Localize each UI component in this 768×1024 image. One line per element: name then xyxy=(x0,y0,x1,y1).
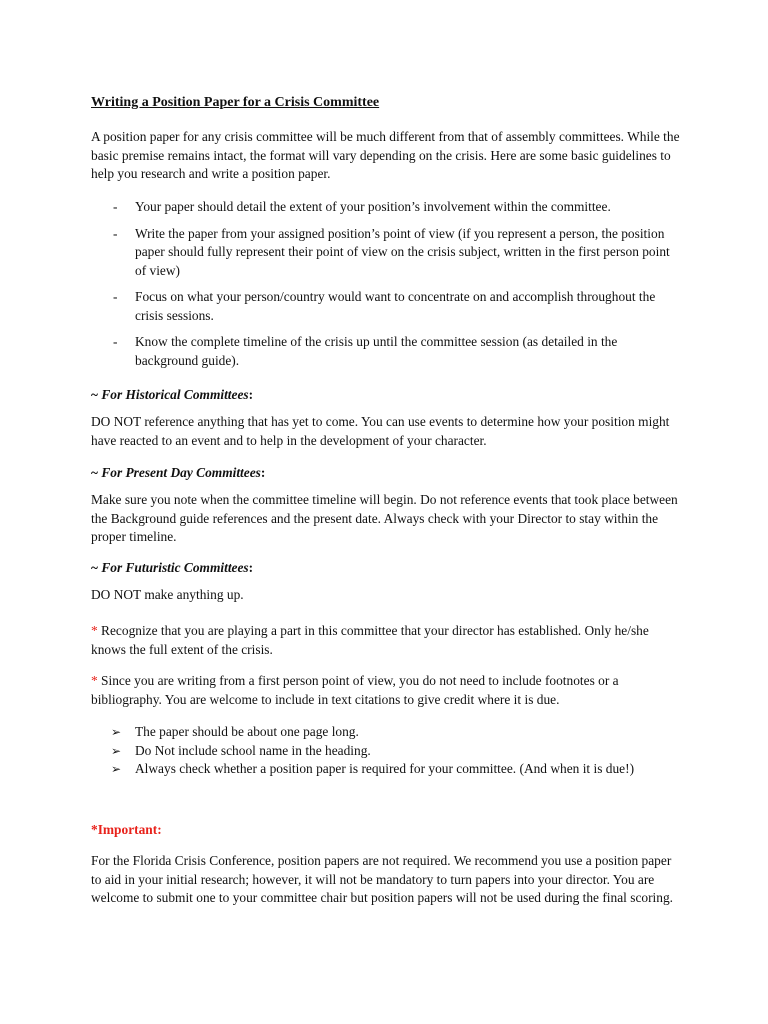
arrow-bullet-icon: ➢ xyxy=(111,743,122,758)
list-item-text: Write the paper from your assigned position’s point of view (if you represent a person, the position paper should fully represent their point of view on the crisis subject, written in the first person point of view) xyxy=(135,225,670,278)
note-text: Since you are writing from a first person point of view, you do not need to include footnotes or a bibliography. You are welcome to include in text citations to give credit where it is due. xyxy=(91,673,619,707)
list-item xyxy=(91,723,681,742)
list-item xyxy=(91,760,681,779)
list-item xyxy=(91,225,681,281)
list-item-text: The paper should be about one page long. xyxy=(135,724,359,739)
guidelines-list xyxy=(91,198,681,378)
note-paragraph xyxy=(91,672,681,709)
note-paragraph xyxy=(91,622,681,659)
section-body-historical: DO NOT reference anything that has yet to come. You can use events to determine how your position might have reacted to an event and to help in the development of your character. xyxy=(91,414,670,448)
important-body: For the Florida Crisis Conference, position papers are not required. We recommend you use a position paper to aid in your initial research; however, it will not be mandatory to turn papers into your director. You are welcome to submit one to your committee chair but position papers will not be used during the final scoring. xyxy=(91,853,674,905)
arrow-bullet-icon: ➢ xyxy=(111,762,122,776)
dash-marker: - xyxy=(113,225,118,241)
arrow-bullet-icon: ➢ xyxy=(111,725,122,739)
page-title: Writing a Position Paper for a Crisis Committee xyxy=(91,95,380,110)
section-heading-present xyxy=(91,464,681,483)
intro-paragraph: A position paper for any crisis committee will be much different from that of assembly committees. While the basic premise remains intact, the format will vary depending on the crisis. Here are some basic guidelines to help you research and write a position paper. xyxy=(91,129,680,181)
asterisk-marker: * xyxy=(91,623,98,638)
section-heading-futuristic xyxy=(91,559,681,578)
heading-text: For Futuristic Committees xyxy=(101,560,249,575)
section-heading-historical xyxy=(91,386,681,405)
dash-marker: - xyxy=(113,334,118,349)
important-heading: *Important: xyxy=(91,822,162,837)
heading-text: For Present Day Committees xyxy=(101,465,261,480)
heading-text: For Historical Committees xyxy=(101,387,249,402)
list-item-text: Focus on what your person/country would want to concentrate on and accomplish throughout the crisis sessions. xyxy=(135,289,656,323)
heading-prefix: ~ xyxy=(91,560,102,575)
list-item xyxy=(91,742,681,761)
list-item-text: Know the complete timeline of the crisis up until the committee session (as detailed in the background guide). xyxy=(135,334,618,368)
heading-colon: : xyxy=(260,465,266,480)
heading-colon: : xyxy=(248,560,254,575)
heading-colon: : xyxy=(248,387,254,402)
heading-prefix: ~ xyxy=(91,465,102,480)
dash-marker: - xyxy=(113,199,118,214)
list-item xyxy=(91,333,681,370)
heading-prefix: ~ xyxy=(91,387,102,402)
list-item xyxy=(91,288,681,325)
dash-marker: - xyxy=(113,289,118,304)
list-item-text: Always check whether a position paper is required for your committee. (And when it is due!) xyxy=(135,761,635,776)
list-item xyxy=(91,198,681,217)
asterisk-marker: * xyxy=(91,673,98,688)
section-body-present: Make sure you note when the committee timeline will begin. Do not reference events that took place between the Background guide references and the present date. Always check with your Director to stay within the proper timeline. xyxy=(91,492,678,544)
list-item-text: Your paper should detail the extent of your position’s involvement within the committee. xyxy=(135,199,611,214)
section-body-futuristic: DO NOT make anything up. xyxy=(91,587,244,602)
requirements-list xyxy=(91,723,681,779)
list-item-text: Do Not include school name in the heading. xyxy=(135,742,371,758)
note-text: Recognize that you are playing a part in this committee that your director has established. Only he/she knows the full extent of the crisis. xyxy=(91,623,649,657)
